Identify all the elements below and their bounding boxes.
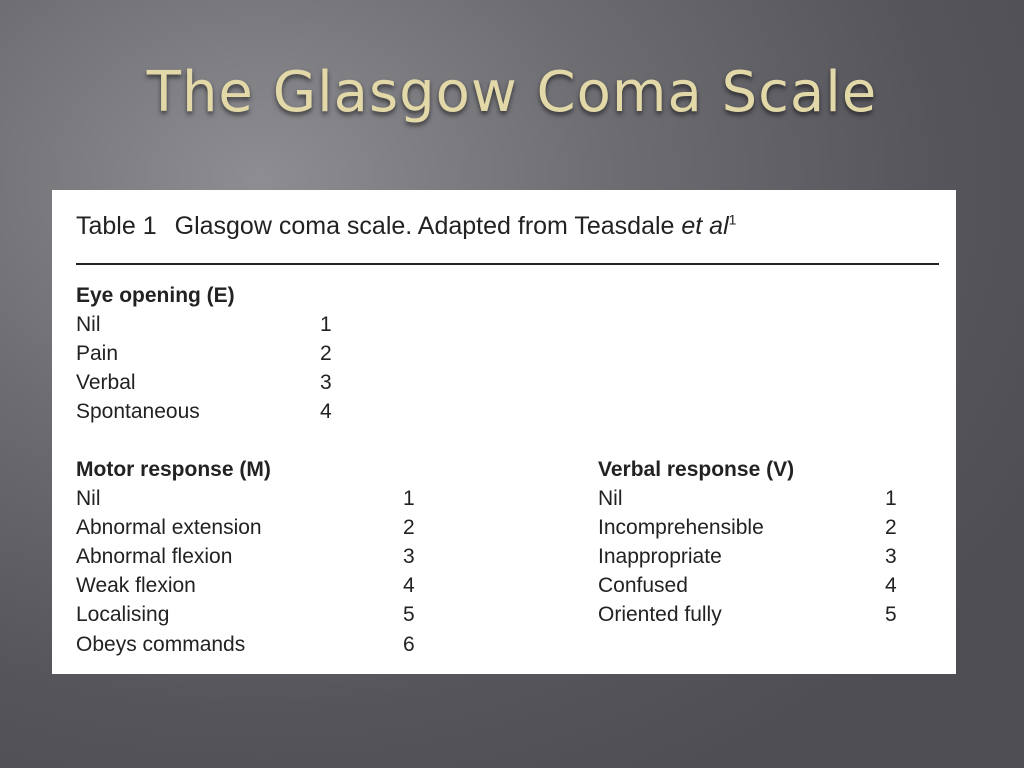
row-score: 4 <box>320 400 332 423</box>
row-label: Confused <box>598 574 688 597</box>
row-score: 2 <box>885 516 897 539</box>
caption-text: Glasgow coma scale. Adapted from Teasdale <box>174 212 682 240</box>
row-score: 6 <box>403 633 415 656</box>
caption-italic: et al <box>681 212 729 240</box>
row-label: Pain <box>76 342 119 365</box>
row-score: 5 <box>885 603 897 626</box>
table-row <box>598 484 897 513</box>
table-caption <box>76 212 736 241</box>
table-row <box>598 513 897 542</box>
table-row <box>76 310 332 339</box>
caption-rule <box>76 263 939 265</box>
table-row <box>76 397 332 426</box>
row-score: 1 <box>885 487 897 510</box>
motor-response-section <box>76 456 415 659</box>
row-label: Incomprehensible <box>598 516 764 539</box>
table-figure <box>52 190 956 674</box>
table-row <box>76 600 415 629</box>
verbal-response-heading: Verbal response (V) <box>598 458 795 481</box>
row-score: 4 <box>885 574 897 597</box>
table-row <box>76 339 332 368</box>
row-score: 3 <box>885 545 897 568</box>
row-score: 2 <box>320 342 332 365</box>
table-row <box>598 542 897 571</box>
table-row <box>76 513 415 542</box>
row-label: Nil <box>76 313 101 336</box>
table-label: Table 1 <box>76 212 157 240</box>
row-label: Weak flexion <box>76 574 196 597</box>
verbal-response-section <box>598 456 897 629</box>
row-score: 3 <box>320 371 332 394</box>
row-score: 1 <box>403 487 415 510</box>
row-label: Nil <box>598 487 623 510</box>
table-row <box>76 630 415 659</box>
row-label: Verbal <box>76 371 136 394</box>
row-score: 5 <box>403 603 415 626</box>
row-label: Spontaneous <box>76 400 200 423</box>
row-score: 1 <box>320 313 332 336</box>
slide-title: The Glasgow Coma Scale <box>146 60 878 125</box>
row-score: 4 <box>403 574 415 597</box>
row-label: Localising <box>76 603 170 626</box>
table-row <box>76 368 332 397</box>
table-row <box>76 542 415 571</box>
table-row <box>598 571 897 600</box>
row-score: 3 <box>403 545 415 568</box>
row-label: Abnormal flexion <box>76 545 233 568</box>
table-row <box>598 600 897 629</box>
row-label: Nil <box>76 487 101 510</box>
table-row <box>76 571 415 600</box>
eye-opening-section <box>76 282 332 426</box>
row-label: Obeys commands <box>76 633 246 656</box>
caption-superscript: 1 <box>728 211 737 228</box>
row-label: Inappropriate <box>598 545 722 568</box>
row-label: Abnormal extension <box>76 516 262 539</box>
row-score: 2 <box>403 516 415 539</box>
eye-opening-heading: Eye opening (E) <box>76 284 235 307</box>
table-row <box>76 484 415 513</box>
row-label: Oriented fully <box>598 603 722 626</box>
motor-response-heading: Motor response (M) <box>76 458 271 481</box>
